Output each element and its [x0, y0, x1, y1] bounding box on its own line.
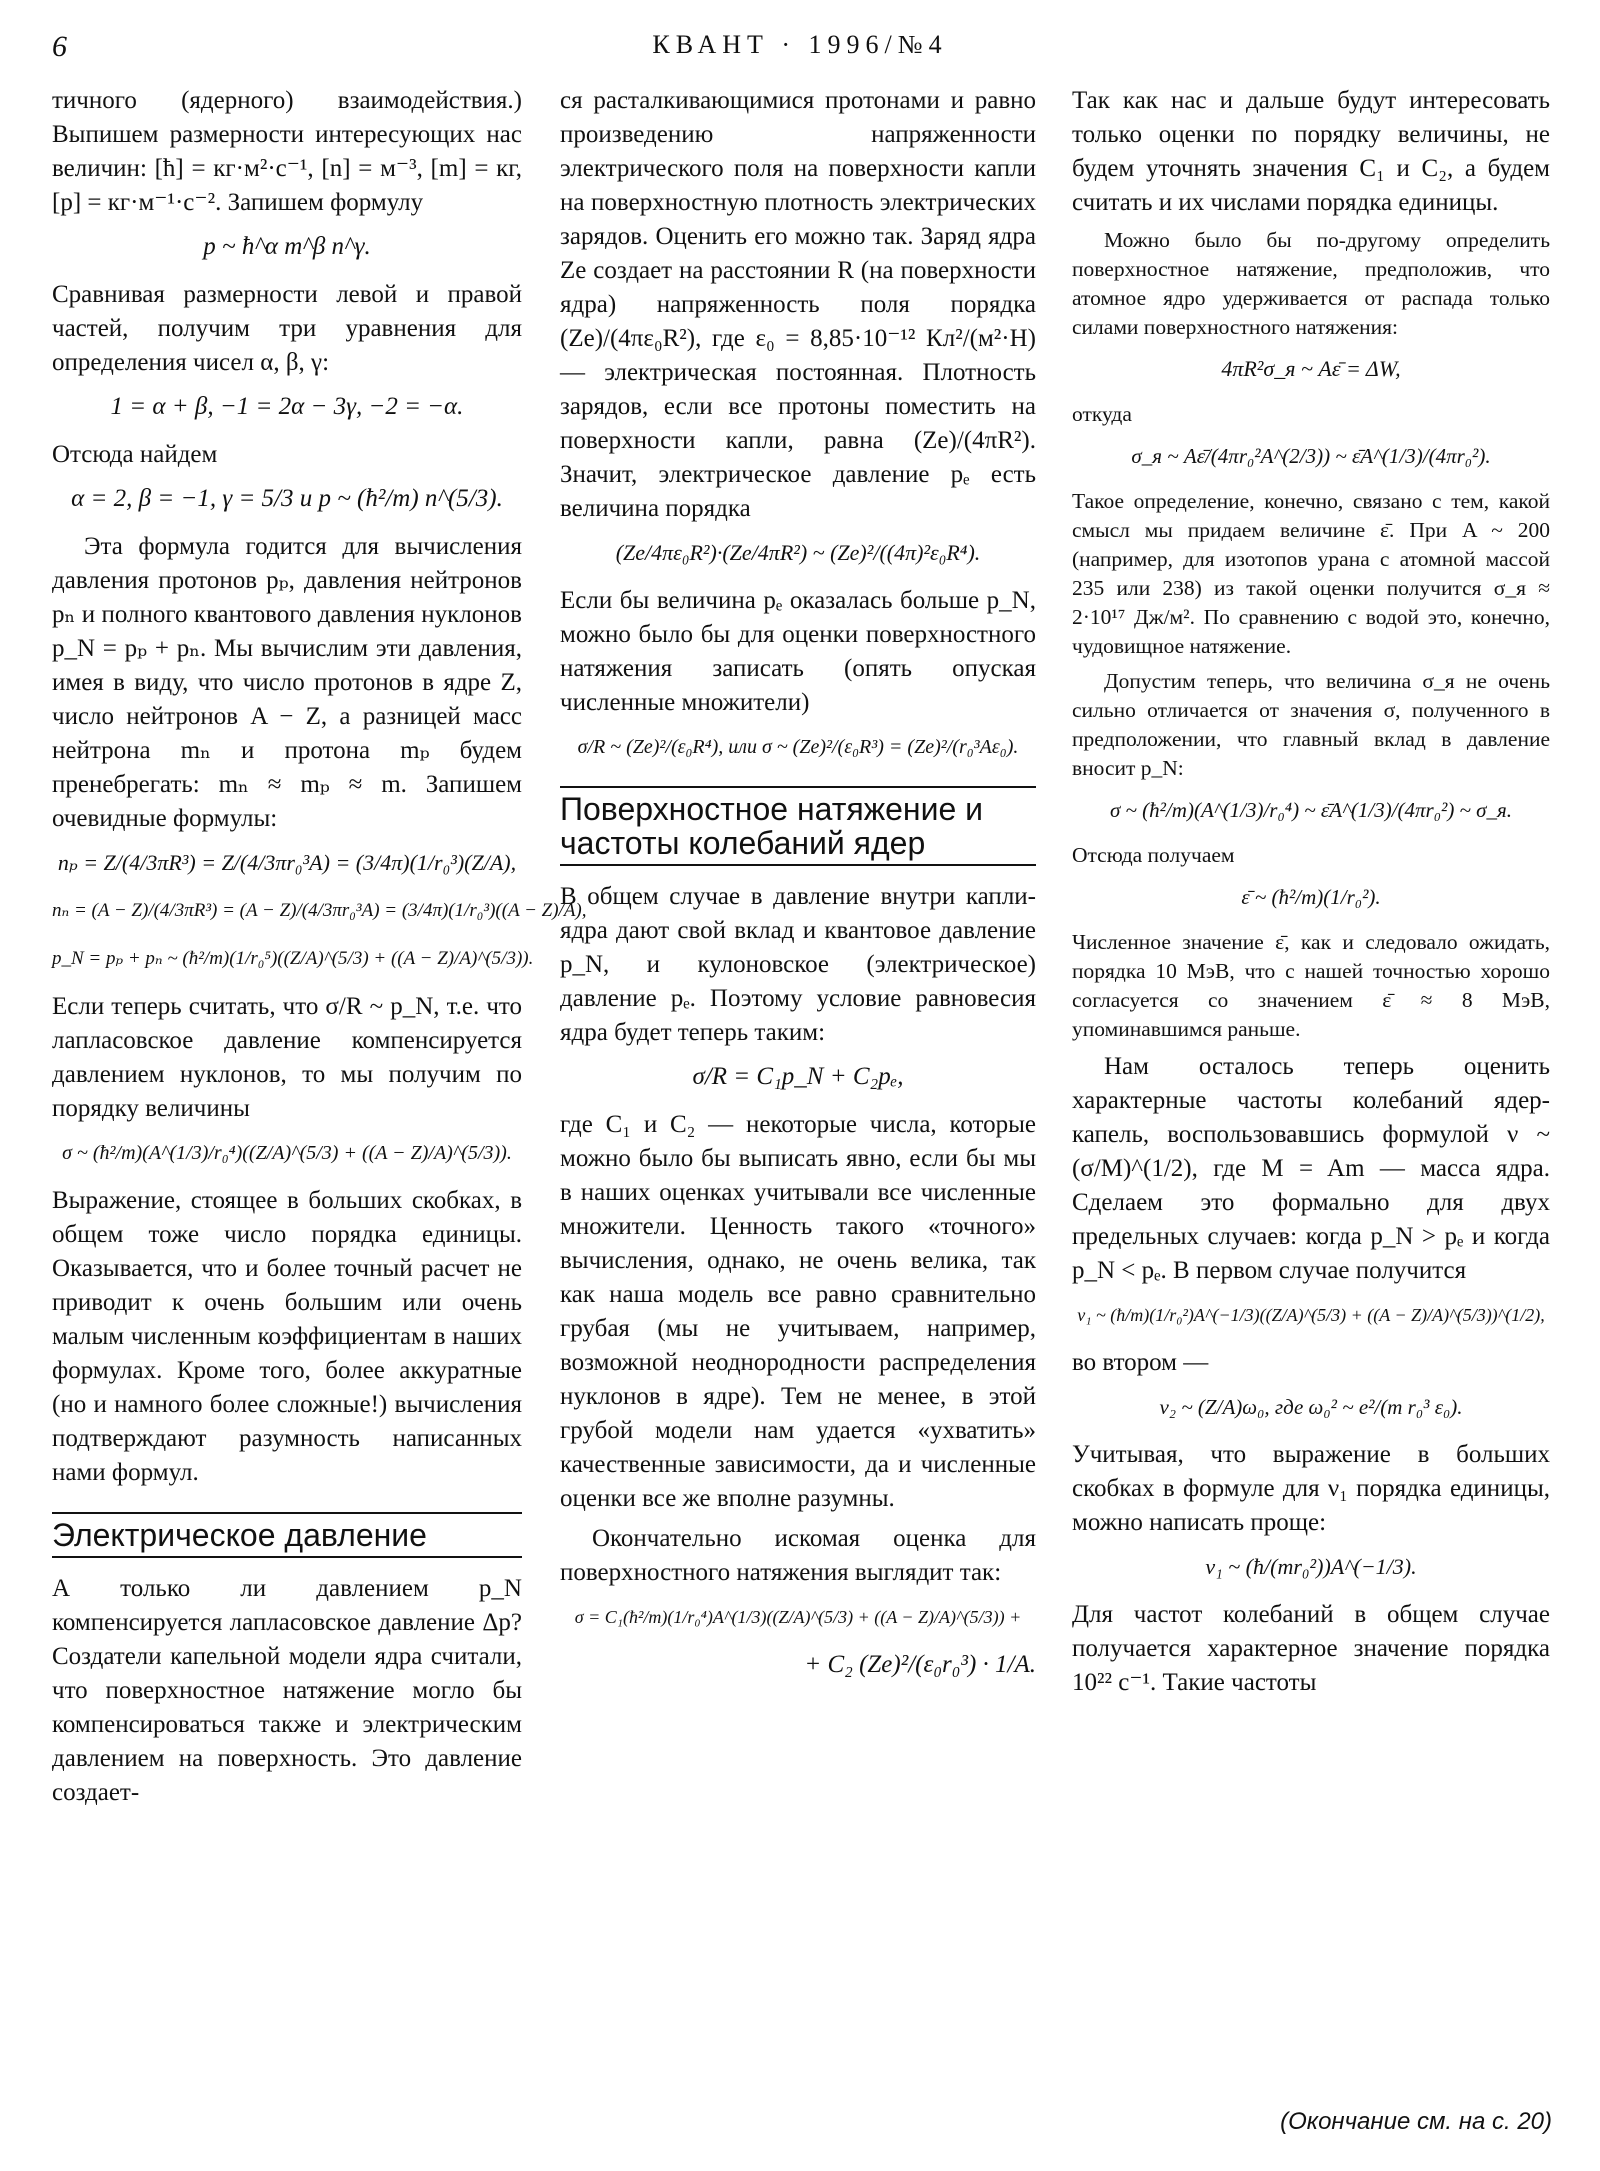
paragraph: во втором — — [1072, 1349, 1209, 1376]
paragraph: Если бы величина pₑ оказалась больше p_N, можно было бы для оценки поверхностного натяжения записать (опять опуская численные множители) — [560, 587, 1036, 716]
paragraph: ся расталкивающимися протонами и равно произведению напряженности электрического поля на поверхности капли на поверхностную плотность электрических зарядов. Оценить его можно так. Заряд ядра Ze создает на расстоянии R (на поверхности ядра) напряженность поля порядка (Ze)/(4πε₀R²), где ε₀ = 8,85·10⁻¹² Кл²/(м²·Н) — электрическая постоянная. Плотность зарядов, если все протоны поместить на поверхности капли, равна (Ze)/(4πR²). Значит, электрическое давление pₑ есть величина порядка — [560, 87, 1036, 522]
formula: (Ze/4πε₀R²)·(Ze/4πR²) ~ (Ze)²/((4π)²ε₀R⁴). — [615, 540, 981, 565]
formula: ν₁ ~ (ħ/(mr₀²))A^(−1/3). — [1205, 1554, 1417, 1579]
paragraph: Нам осталось теперь оценить характерные частоты колебаний ядер-капель, воспользовавшись формулой ν ~ (σ/M)^(1/2), где M = Am — масса ядра. Сделаем это формально для двух предельных случаев: когда p_N > pₑ и когда p_N < pₑ. В первом случае получится — [1072, 1053, 1550, 1284]
formula: nₙ = (A − Z)/(4/3πR³) = (A − Z)/(4/3πr₀³A) = (3/4π)(1/r₀³)((A − Z)/A), — [52, 900, 587, 921]
paragraph: Для частот колебаний в общем случае получается характерное значение порядка 10²² с⁻¹. Такие частоты — [1072, 1601, 1550, 1696]
paragraph: Численное значение ε̄, как и следовало ожидать, порядка 10 МэВ, что с нашей точностью хорошо согласуется со значением ε̄ ≈ 8 МэВ, упоминавшимся раньше. — [1072, 930, 1550, 1041]
paragraph: Такое определение, конечно, связано с тем, какой смысл мы придаем величине ε̄. При A ~ 200 (например, для изотопов урана с атомной массой 235 или 238) из такой оценки получится σ_я ≈ 2·10¹⁷ Дж/м². По сравнению с водой это, конечно, чудовищное натяжение. — [1072, 489, 1550, 658]
formula: σ ~ (ħ²/m)(A^(1/3)/r₀⁴)((Z/A)^(5/3) + ((A − Z)/A)^(5/3)). — [62, 1142, 512, 1164]
paragraph: Если теперь считать, что σ/R ~ p_N, т.е. что лапласовское давление компенсируется давлением нуклонов, то мы получим по порядку величины — [52, 993, 522, 1122]
paragraph: Отсюда найдем — [52, 441, 218, 468]
formula: p ~ ħ^α m^β n^γ. — [203, 233, 371, 260]
paragraph: Эта формула годится для вычисления давления протонов pₚ, давления нейтронов pₙ и полного квантового давления нуклонов p_N = pₚ + pₙ. Мы вычислим эти давления, имея в виду, что число протонов в ядре Z, число нейтронов A − Z, а разницей масс нейтрона mₙ и протона mₚ будем пренебрегать: mₙ ≈ mₚ ≈ m. Запишем очевидные формулы: — [52, 533, 522, 832]
paragraph: Выражение, стоящее в больших скобках, в общем тоже число порядка единицы. Оказывается, что и более точный расчет не приводит к очень большим или очень малым численным коэффициентам в наших формулах. Кроме того, более аккуратные (но и намного более сложные!) вычисления подтверждают разумность написанных нами формул. — [52, 1187, 522, 1486]
formula: + C₂ (Ze)²/(ε₀r₀³) · 1/A. — [804, 1651, 1036, 1678]
paragraph: Можно было бы по-другому определить поверхностное натяжение, предположив, что атомное ядро удерживается от распада только силами поверхностного натяжения: — [1072, 228, 1550, 339]
paragraph: Отсюда получаем — [1072, 843, 1235, 867]
formula: σ_я ~ Aε̄/(4πr₀²A^(2/3)) ~ ε̄A^(1/3)/(4πr₀²). — [1131, 444, 1491, 468]
formula: ε̄ ~ (ħ²/m)(1/r₀²). — [1241, 885, 1381, 909]
continuation-note: (Окончание см. на с. 20) — [1280, 2108, 1552, 2135]
formula: 4πR²σ_я ~ Aε̄ = ΔW, — [1221, 356, 1401, 381]
paragraph: откуда — [1072, 402, 1132, 426]
paragraph: Окончательно искомая оценка для поверхностного натяжения выглядит так: — [560, 1525, 1036, 1586]
formula: σ/R = C₁p_N + C₂pₑ, — [692, 1063, 904, 1090]
section-heading: Электрическое давление — [52, 1512, 522, 1558]
formula: ν₂ ~ (Z/A)ω₀, где ω₀² ~ e²/(m r₀³ ε₀). — [1159, 1395, 1463, 1419]
paragraph: тичного (ядерного) взаимодействия.) Выпишем размерности интересующих нас величин: [ħ] = кг·м²·с⁻¹, [n] = м⁻³, [m] = кг, [p] = кг·м⁻¹·с⁻². Запишем формулу — [52, 87, 522, 216]
paragraph: Так как нас и дальше будут интересовать только оценки по порядку величины, не будем уточнять значения C₁ и C₂, а будем считать и их числами порядка единицы. — [1072, 87, 1550, 216]
formula: α = 2, β = −1, γ = 5/3 и p ~ (ħ²/m) n^(5/3). — [71, 485, 503, 512]
formula: σ/R ~ (Ze)²/(ε₀R⁴), или σ ~ (Ze)²/(ε₀R³) = (Ze)²/(r₀³Aε₀). — [577, 736, 1019, 758]
paragraph: где C₁ и C₂ — некоторые числа, которые можно было бы выписать явно, если бы мы в наших оценках учитывали все численные множители. Ценность такого «точного» вычисления, однако, не очень велика, так как наша модель все равно сравнительно грубая (мы не учитываем, например, возможной неоднородности распределения нуклонов в ядре). Тем не менее, в этой грубой модели нам удается «ухватить» качественные зависимости, да и численные оценки все же вполне разумны. — [560, 1111, 1036, 1512]
formula: nₚ = Z/(4/3πR³) = Z/(4/3πr₀³A) = (3/4π)(1/r₀³)(Z/A), — [57, 850, 517, 875]
formula: ν₁ ~ (ħ/m)(1/r₀²)A^(−1/3)((Z/A)^(5/3) + ((A − Z)/A)^(5/3))^(1/2), — [1077, 1305, 1545, 1325]
column-2 — [560, 84, 1036, 1696]
section-heading: Поверхностное натяжение и частоты колебаний ядер — [560, 786, 1036, 866]
paragraph: В общем случае в давление внутри капли-ядра дают свой вклад и квантовое давление p_N, и кулоновское (электрическое) давление pₑ. Поэтому условие равновесия ядра будет теперь таким: — [560, 883, 1036, 1046]
formula: p_N = pₚ + pₙ ~ (ħ²/m)(1/r₀⁵)((Z/A)^(5/3) + ((A − Z)/A)^(5/3)). — [52, 948, 534, 969]
running-head: КВАНТ · 1996/№4 — [652, 30, 948, 59]
paragraph: Допустим теперь, что величина σ_я не очень сильно отличается от значения σ, полученного в предположении, что главный вклад в давление вносит p_N: — [1072, 669, 1550, 780]
page-number: 6 — [52, 30, 67, 63]
paragraph: Учитывая, что выражение в больших скобках в формуле для ν₁ порядка единицы, можно написать проще: — [1072, 1441, 1550, 1536]
formula: σ = C₁(ħ²/m)(1/r₀⁴)A^(1/3)((Z/A)^(5/3) + ((A − Z)/A)^(5/3)) + — [574, 1607, 1022, 1627]
formula: σ ~ (ħ²/m)(A^(1/3)/r₀⁴) ~ ε̄A^(1/3)/(4πr₀²) ~ σ_я. — [1109, 798, 1513, 822]
paragraph: Сравнивая размерности левой и правой частей, получим три уравнения для определения чисел α, β, γ: — [52, 281, 522, 376]
paragraph: А только ли давлением p_N компенсируется лапласовское давление Δp? Создатели капельной модели ядра считали, что поверхностное натяжение могло бы компенсироваться также и электрическим давлением на поверхность. Это давление создает- — [52, 1575, 522, 1806]
formula: 1 = α + β, −1 = 2α − 3γ, −2 = −α. — [110, 393, 464, 420]
column-1 — [52, 84, 587, 1816]
column-3 — [1072, 84, 1550, 1706]
